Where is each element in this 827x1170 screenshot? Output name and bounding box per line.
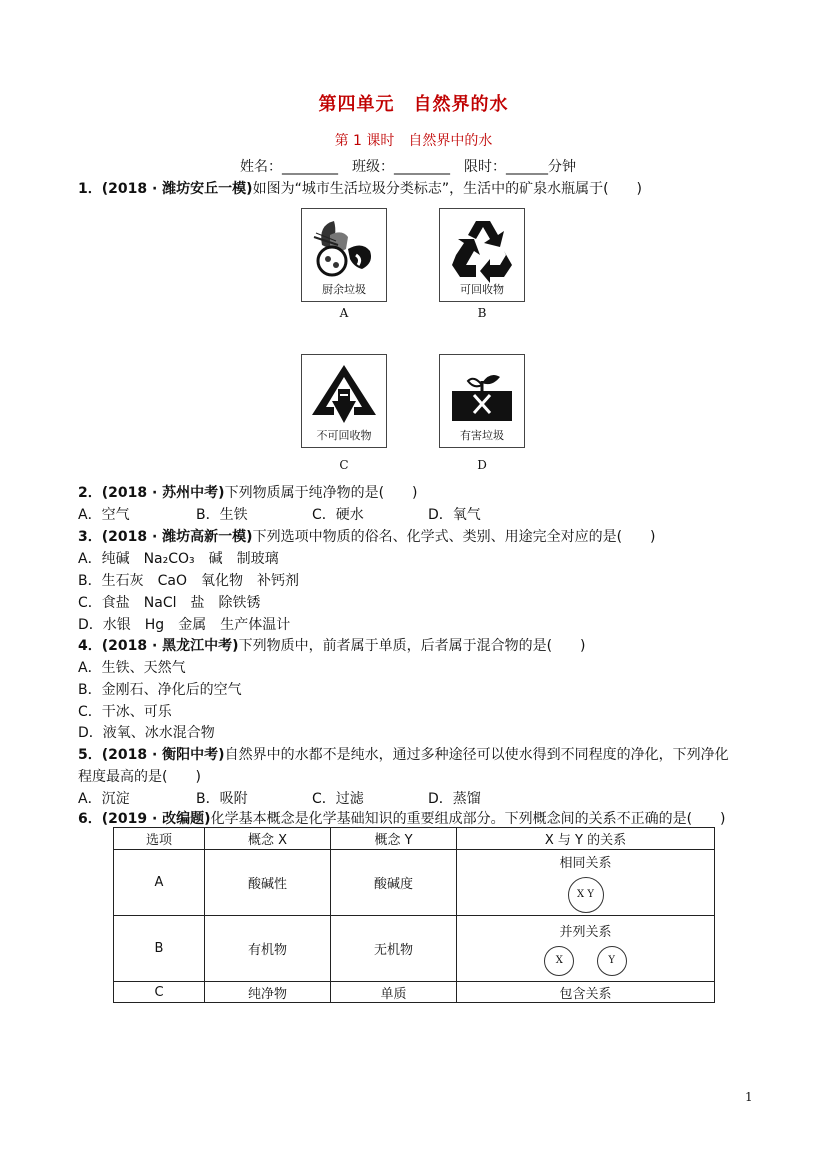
question-4: 4．(2018 · 黑龙江中考)下列物质中，前者属于单质，后者属于混合物的是( ): [78, 638, 586, 654]
row-a-relation: [457, 850, 715, 916]
circle-x: X: [544, 946, 574, 976]
header-option: 选项: [114, 828, 205, 850]
recyclable-sign: [439, 208, 525, 302]
option-letter-b: B: [477, 306, 487, 320]
question-2: 2．(2018 · 苏州中考)下列物质属于纯净物的是( ): [78, 485, 418, 501]
q3-option-b: B．生石灰 CaO 氧化物 补钙剂: [78, 573, 299, 589]
table-row: [114, 982, 715, 1003]
row-b-relation: [457, 916, 715, 982]
non-recyclable-caption: 不可回收物: [316, 429, 372, 442]
question-3: 3．(2018 · 潍坊高新一模)下列选项中物质的俗名、化学式、类别、用途完全对应的是( ): [78, 529, 656, 545]
identical-circle: X Y: [568, 877, 604, 913]
row-c-x: 纯净物: [205, 982, 331, 1003]
q4-option-c: C．干冰、可乐: [78, 704, 172, 720]
page-title: 第四单元 自然界的水: [318, 94, 509, 115]
relation-label: 相同关系: [559, 856, 612, 871]
row-b-x: 有机物: [205, 916, 331, 982]
question-5-continued: 程度最高的是( ): [78, 769, 201, 785]
page-number: 1: [745, 1090, 753, 1104]
circle-y: Y: [597, 946, 627, 976]
table-header-row: [114, 828, 715, 850]
question-1: 1．(2018 · 潍坊安丘一模)如图为“城市生活垃圾分类标志”，生活中的矿泉水瓶属于( ): [78, 181, 643, 197]
lesson-subtitle: 第 1 课时 自然界中的水: [334, 133, 493, 149]
row-c-relation: 包含关系: [457, 982, 715, 1003]
header-concept-y: 概念 Y: [331, 828, 457, 850]
q2-option-d: D．氧气: [428, 507, 481, 523]
hazardous-waste-icon: [446, 361, 518, 429]
row-b-option: B: [114, 916, 205, 982]
non-recyclable-sign: [301, 354, 387, 448]
q2-option-a: A．空气: [78, 507, 130, 523]
relation-label: 并列关系: [559, 925, 612, 940]
recyclable-icon: [446, 215, 518, 283]
hazardous-waste-caption: 有害垃圾: [460, 429, 504, 442]
concept-table: [113, 827, 715, 1003]
food-waste-caption: 厨余垃圾: [322, 283, 366, 296]
q4-option-d: D．液氧、冰水混合物: [78, 725, 215, 741]
header-concept-x: 概念 X: [205, 828, 331, 850]
table-row: [114, 850, 715, 916]
table-row: [114, 916, 715, 982]
header-relation: X 与 Y 的关系: [457, 828, 715, 850]
q2-option-b: B．生铁: [196, 507, 248, 523]
row-c-option: C: [114, 982, 205, 1003]
option-letter-d: D: [477, 458, 487, 472]
non-recyclable-icon: [308, 361, 380, 429]
q5-option-a: A．沉淀: [78, 791, 130, 807]
option-letter-a: A: [339, 306, 349, 320]
q5-option-d: D．蒸馏: [428, 791, 481, 807]
food-waste-sign: [301, 208, 387, 302]
q4-option-a: A．生铁、天然气: [78, 660, 186, 676]
food-waste-icon: [308, 215, 380, 283]
row-a-option: A: [114, 850, 205, 916]
row-b-y: 无机物: [331, 916, 457, 982]
parallel-circles: [457, 946, 714, 976]
q3-option-c: C．食盐 NaCl 盐 除铁锈: [78, 595, 261, 611]
q5-option-c: C．过滤: [312, 791, 364, 807]
row-a-y: 酸碱度: [331, 850, 457, 916]
hazardous-waste-sign: [439, 354, 525, 448]
recyclable-caption: 可回收物: [460, 283, 504, 296]
q5-option-b: B．吸附: [196, 791, 248, 807]
q2-option-c: C．硬水: [312, 507, 364, 523]
option-letter-c: C: [339, 458, 349, 472]
row-a-x: 酸碱性: [205, 850, 331, 916]
row-c-y: 单质: [331, 982, 457, 1003]
question-5: 5．(2018 · 衡阳中考)自然界中的水都不是纯水，通过多种途径可以使水得到不同程度的净化，下列净化: [78, 747, 729, 763]
student-info-line: 姓名：________ 班级：________ 限时：______分钟: [240, 159, 576, 175]
question-6: 6．(2019 · 改编题)化学基本概念是化学基础知识的重要组成部分。下列概念间的关系不正确的是( ): [78, 811, 726, 827]
q3-option-d: D．水银 Hg 金属 生产体温计: [78, 617, 291, 633]
q4-option-b: B．金刚石、净化后的空气: [78, 682, 242, 698]
q3-option-a: A．纯碱 Na₂CO₃ 碱 制玻璃: [78, 551, 279, 567]
